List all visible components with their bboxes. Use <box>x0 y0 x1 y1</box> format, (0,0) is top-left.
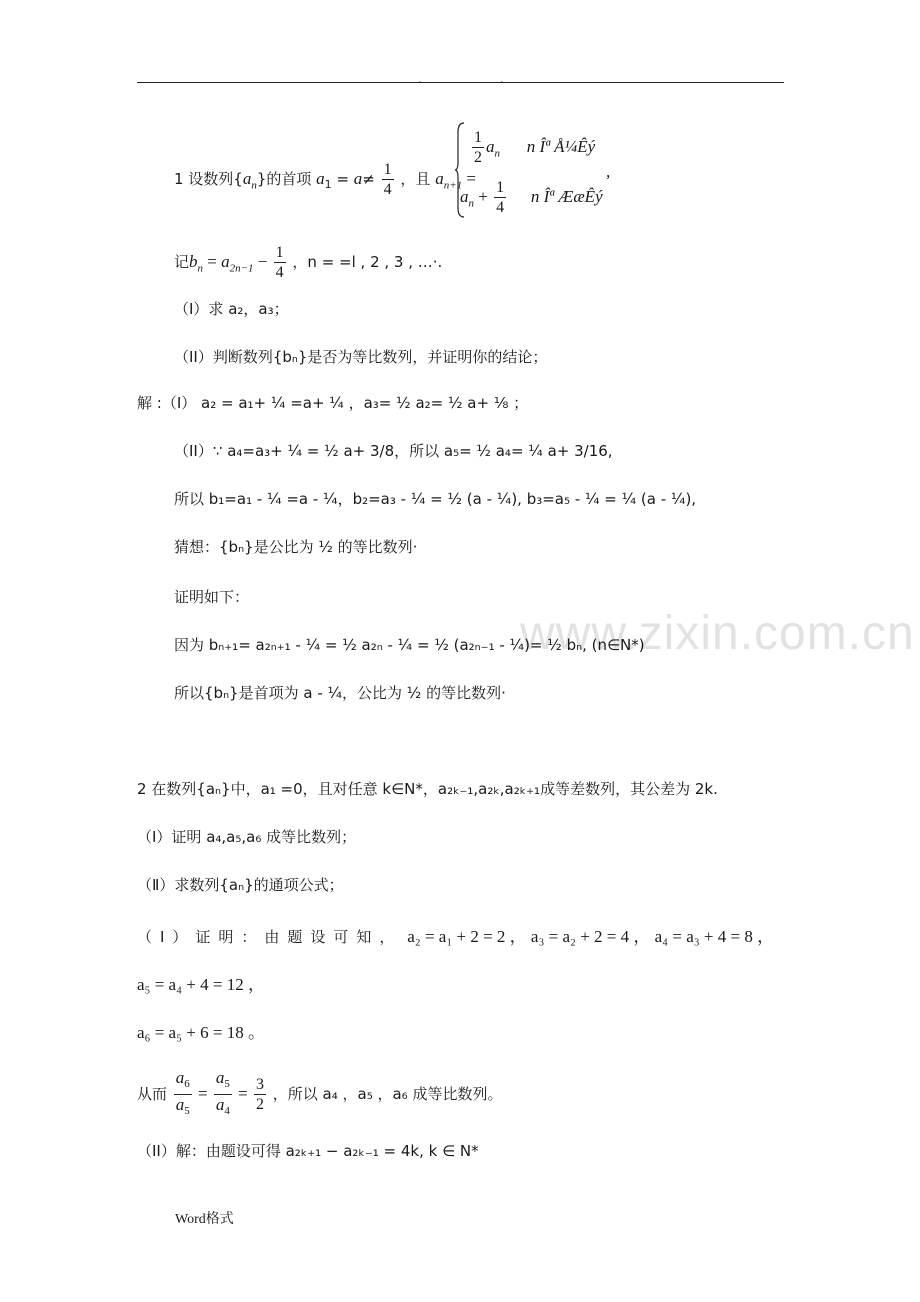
p1-comma: , <box>606 162 611 181</box>
p1-sol1-eq: a₂ = a₁+ ¼ =a+ ¼ ，a₃= ½ a₂= ½ a+ ⅛ ； <box>201 394 529 412</box>
p1-proof-head: 证明如下： <box>174 588 250 606</box>
p2-eq-a6: a₆ = a₅ + 6 = 18 。 <box>137 1023 265 1042</box>
watermark: www.zixin.com.cn <box>520 607 915 660</box>
p1-def-tail: ，n = =l , 2 , 3 , …·. <box>292 253 443 271</box>
header-dot: . <box>500 72 504 86</box>
p1-case1-cond: n Îª Å¼Êý <box>526 137 596 156</box>
p2-ratio-text: ，所以 a₄ ，a₅ ，a₆ 成等比数列。 <box>272 1085 503 1104</box>
header-dot: . <box>418 72 422 86</box>
p2-part2: （II）解：由题设可得 a₂ₖ₊₁ − a₂ₖ₋₁ = 4k, k ∈ N* <box>137 1142 479 1160</box>
p1-case1: $\frac{1}{2}$ $a_n$ n Îª Å¼Êý <box>474 129 596 166</box>
p1-case2: $a_n$ + $\frac{1}{4}$ n Îª ÆæÊý <box>460 179 603 216</box>
p2-ratio: 从而 $\frac{a_6}{a_5}$ = $\frac{a_5}{a_4}$ = $\frac{3}{2}$ ，所以 a₄ ，a₅ ，a₆ 成等比数列。 <box>137 1068 503 1118</box>
p2-intro: 2 在数列{aₙ}中，a₁ =0，且对任意 k∈N*，a₂ₖ₋₁,a₂ₖ,a₂ₖ₊₁成等差数列，其公差为 2k. <box>137 780 718 798</box>
p1-sol1: 解 :（I） a₂ = a₁+ ¼ =a+ ¼ ，a₃= ½ a₂= ½ a+ ⅛ ； <box>137 394 529 412</box>
p2-proof1: （I）证明：由题设可知， a₂ = a₁ + 2 = 2 ， a₃ = a₂ + 2 = 4 ， a₄ = a₃ + 4 = 8 ， <box>137 927 775 946</box>
p1-sol3: 所以 b₁=a₁ - ¼ =a - ¼，b₂=a₃ - ¼ = ½ (a - ¼), b₃=a₅ - ¼ = ¼ (a - ¼), <box>174 490 697 508</box>
p1-intro: 1 设数列$\{a_n\}$的首项 $a_1 = a\ne$ $\frac{1}{4}$ ，且 $a_{n+1}$ = <box>174 161 476 198</box>
p1-q1: （I）求 a₂，a₃； <box>174 300 289 318</box>
p1-sol2: （II）∵ a₄=a₃+ ¼ = ½ a+ 3/8，所以 a₅= ½ a₄= ¼ a+ 3/16, <box>174 442 613 460</box>
p1-sol2-eq: a₄=a₃+ ¼ = ½ a+ 3/8，所以 a₅= ½ a₄= ¼ a+ 3/16, <box>227 442 613 460</box>
p1-q2: （II）判断数列{bₙ}是否为等比数列，并证明你的结论； <box>174 348 548 366</box>
p2-q1: （Ⅰ）证明 a₄,a₅,a₆ 成等比数列； <box>137 828 357 846</box>
p1-def: 记$b_n = a_{2n-1}$ − $\frac{1}{4}$ ，n = =l , 2 , 3 , …·. <box>174 244 443 281</box>
header-rule <box>137 82 784 83</box>
p2-q2: （Ⅱ）求数列{aₙ}的通项公式； <box>137 876 344 894</box>
p1-intro-text: 1 设数列{ <box>174 170 243 188</box>
footer-label: Word格式 <box>175 1212 234 1227</box>
p1-conclusion: 所以{bₙ}是首项为 a - ¼，公比为 ½ 的等比数列· <box>174 684 506 702</box>
p1-case2-cond: n Îª ÆæÊý <box>530 187 603 206</box>
p2-proof1-eqs: a₂ = a₁ + 2 = 2 ， a₃ = a₂ + 2 = 4 ， a₄ = a₃ + 4 = 8 ， <box>407 927 775 946</box>
p1-proof: 因为 bₙ₊₁= a₂ₙ₊₁ - ¼ = ½ a₂ₙ - ¼ = ½ (a₂ₙ₋₁ - ¼)= ½ bₙ, (n∈N*) <box>174 636 645 654</box>
p2-eq-a5: a₅ = a₄ + 4 = 12 ， <box>137 975 265 994</box>
p1-guess: 猜想：{bₙ}是公比为 ½ 的等比数列· <box>174 538 418 556</box>
